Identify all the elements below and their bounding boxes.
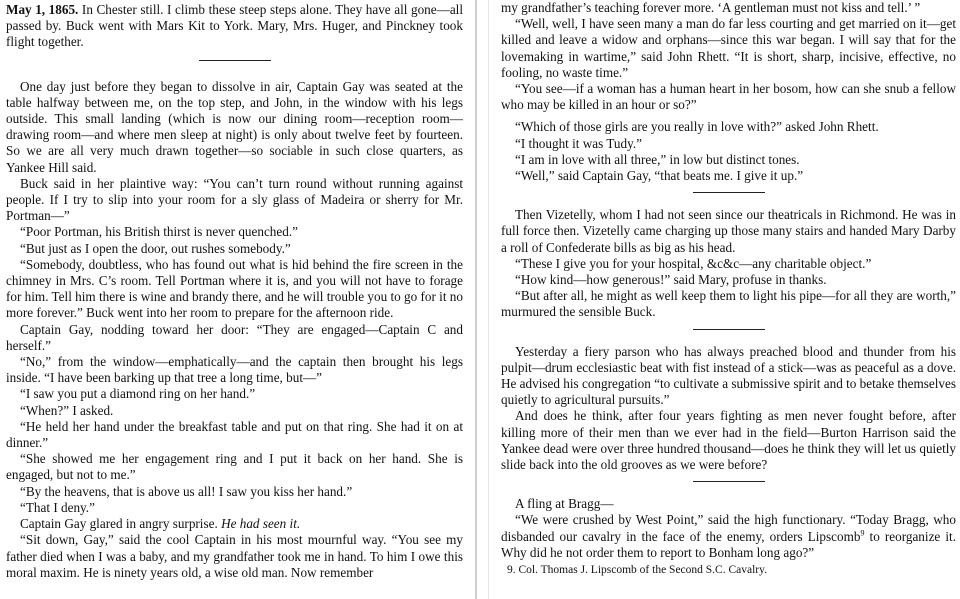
- paragraph: “But after all, he might as well keep them to light his pipe—for all they are worth,” murmured the sensible Buck.: [501, 288, 956, 320]
- paragraph: “That I deny.”: [20, 499, 95, 515]
- bragg-heading: A fling at Bragg—: [515, 496, 614, 512]
- paragraph: One day just before they began to dissolve in air, Captain Gay was seated at the table halfway between me, on the top step, and John, in the window with his legs outside. This small landing (which is now our dining room—reception room—drawing room—and where men sleep at night) is only about twelve feet by fourteen. So we are all very much drawn together—so sociable in such close quarters, as Yankee Hill said.: [6, 78, 463, 175]
- paragraph: “Somebody, doubtless, who has found out what is hid behind the fire screen in the chimney in Mrs. C’s room. Tell Portman where it is, and you will not have to forage for him. Tell him there is wine and brandy there, and he will trouble you to go for it no more forever.” Buck went into her room to prepare for the afternoon ride.: [6, 256, 463, 321]
- section-divider: [693, 329, 765, 330]
- column-gutter-shadow: [488, 0, 489, 599]
- paragraph: “No,” from the window—emphatically—and the captain then brought his legs inside. “I have been barking up that tree a long time, but—”: [6, 354, 463, 386]
- right-column: [495, 0, 960, 599]
- paragraph: Captain Gay, nodding toward her door: “They are engaged—Captain C and herself.”: [6, 321, 463, 353]
- paragraph: “These I give you for your hospital, &c&c—any charitable object.”: [515, 255, 872, 271]
- paragraph: Buck said in her plaintive way: “You can’t turn round without running against people. If I try to slip into your room for a sly glass of Madeira or sherry for Mr. Portman—”: [6, 175, 463, 224]
- paragraph: “I thought it was Tudy.”: [515, 135, 642, 151]
- paragraph: Yesterday a fiery parson who has always preached blood and thunder from his pulpit—drum ecclesiastic beat with fist instead of a stick—was as peaceful as a dove. He advised his congregation “to cultivate a submissive spirit and to betake themselves quietly to agricultural pursuits.”: [501, 343, 956, 408]
- glare-text: Captain Gay glared in angry surprise.: [20, 516, 222, 532]
- paragraph: “You see—if a woman has a human heart in her bosom, how can she snub a fellow who may be killed in an hour or so?”: [501, 81, 956, 113]
- continued-paragraph: my grandfather’s teaching forever more. ‘A gentleman must not kiss and tell.’ ”: [501, 0, 921, 15]
- paragraph: “But just as I open the door, out rushes somebody.”: [20, 240, 291, 256]
- footnote: 9. Col. Thomas J. Lipscomb of the Second S.C. Cavalry.: [507, 564, 768, 577]
- bragg-text-a: “We were crushed by West Point,” said the high functionary. “Today Bragg, who disbanded our cavalry in the face of the enemy, orders Lipscomb: [501, 512, 956, 544]
- paragraph: [501, 512, 956, 561]
- entry-opening-paragraph: [6, 2, 463, 51]
- paragraph: “I saw you put a diamond ring on her hand.”: [20, 386, 256, 402]
- paragraph: “I am in love with all three,” in low but distinct tones.: [515, 151, 800, 167]
- section-divider: [693, 192, 765, 193]
- paragraph: Then Vizetelly, whom I had not seen since our theatricals in Richmond. He was in full force then. Vizetelly came charging up those many stairs and handed Mary Darby a roll of Confederate bills as big as his head.: [501, 207, 956, 255]
- footnote-marker: 9: [860, 528, 865, 538]
- section-divider: [693, 481, 765, 482]
- paragraph: “He held her hand under the breakfast table and put on that ring. She had it on at dinner.”: [6, 418, 463, 451]
- paragraph: “Sit down, Gay,” said the cool Captain in his most mournful way. “You see my father died when I was a baby, and my grandfather took me in hand. To him I owe this moral maxim. He is ninety years old, a wise old man. Now remember: [6, 532, 463, 580]
- paragraph: “Poor Portman, his British thirst is never quenched.”: [20, 224, 298, 240]
- left-column: [0, 0, 471, 599]
- paragraph: “Which of those girls are you really in love with?” asked John Rhett.: [515, 119, 879, 135]
- section-divider: [199, 60, 271, 61]
- paragraph: [6, 516, 463, 532]
- paragraph: “By the heavens, that is above us all! I saw you kiss her hand.”: [20, 483, 353, 499]
- paragraph: “When?” I asked.: [20, 402, 114, 418]
- glare-italic-text: He had seen it.: [221, 516, 301, 532]
- bragg-text-b: to reorganize it. Why did he not order them to report to Bonham long ago?”: [501, 528, 956, 560]
- paragraph: “She showed me her engagement ring and I put it back on her hand. She is engaged, but not to me.”: [6, 451, 463, 483]
- entry-opening-text: In Chester still. I climb these steep steps alone. They have all gone—all passed by. Buck went with Mars Kit to York. Mary, Mrs. Huger, and Pinckney took flight together.: [6, 2, 463, 50]
- entry-date: May 1, 1865.: [6, 2, 79, 17]
- paragraph: “How kind—how generous!” said Mary, profuse in thanks.: [515, 272, 827, 288]
- paragraph: “Well, well, I have seen many a man do far less courting and get married on it—get killed and leave a widow and orphans—since this war began. I will say that for the lovemaking in wartime,” said John Rhett. “It is short, sharp, incisive, effective, no fooling, no waste time.”: [501, 16, 956, 80]
- paragraph: And does he think, after four years fighting as men never fought before, after killing more of their men than we ever had in the field—Burton Harrison said the Yankee dead were over three hundred thousand—does he think they will let us quietly slide back into the old grooves as we were before?: [501, 408, 956, 473]
- paragraph: “Well,” said Captain Gay, “that beats me. I give it up.”: [515, 168, 804, 184]
- column-gutter: [475, 0, 477, 599]
